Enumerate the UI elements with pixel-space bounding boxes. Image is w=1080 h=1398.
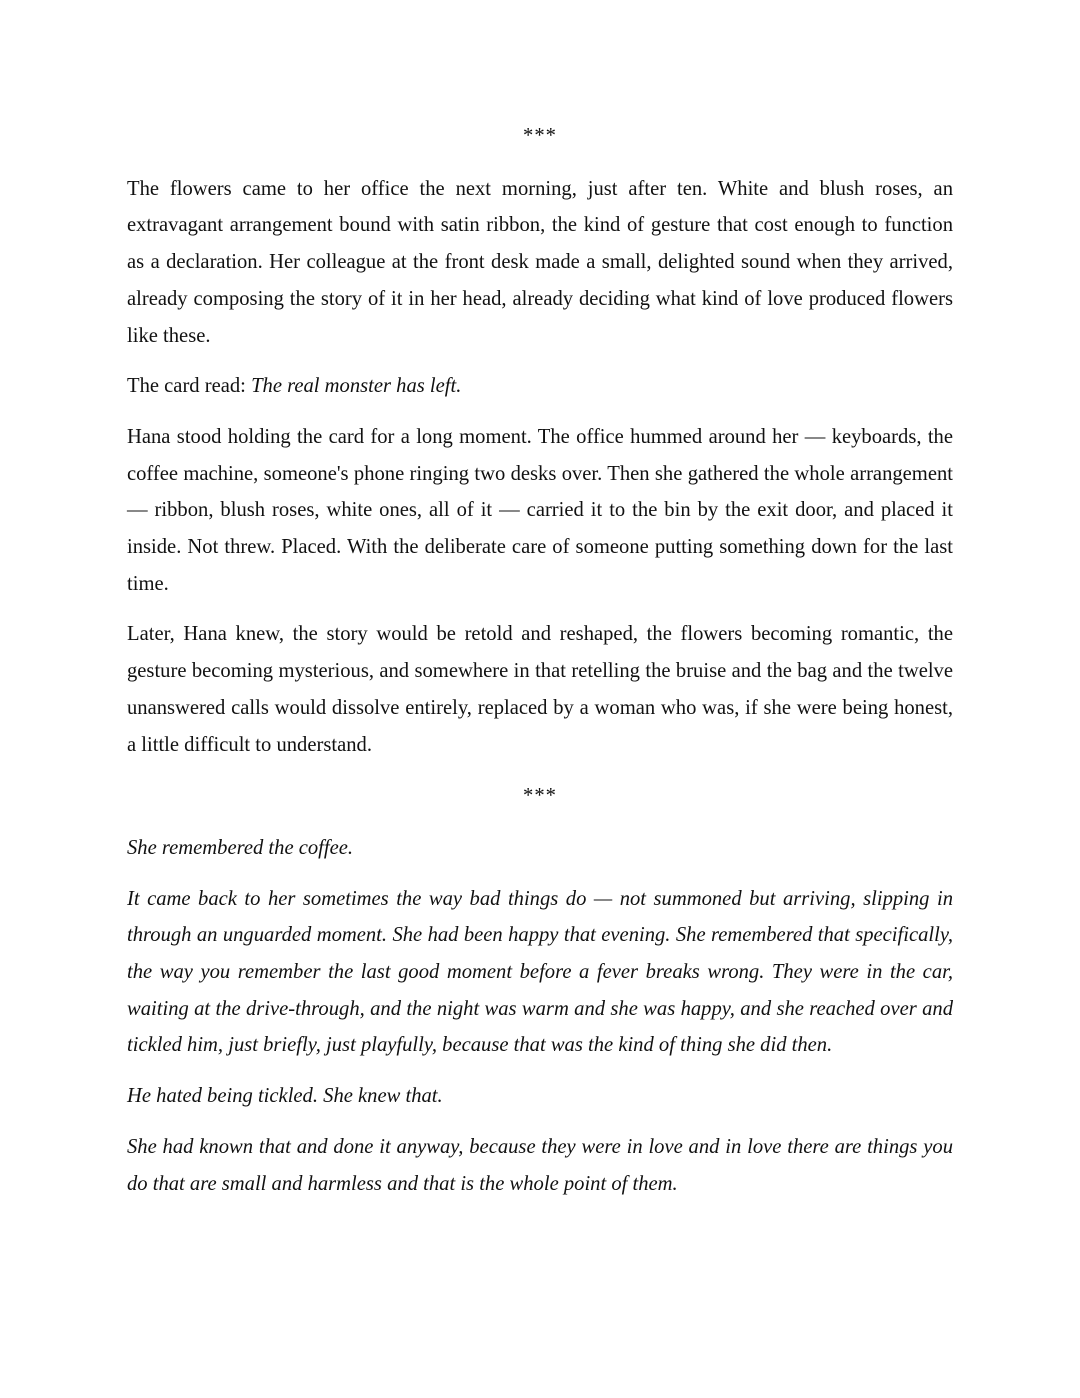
paragraph-memory: It came back to her sometimes the way bad things do — not summoned but arriving, slipping in through an unguarded moment. She had been happy that evening. She remembered that specifically, the way you remember the last good moment before a fever breaks wrong. They were in the car, waiting at the drive-through, and the night was warm and she was happy, and she reached over and tickled him, just briefly, just playfully, because that was the kind of thing she did then. — [127, 887, 953, 1057]
paragraph-card — [127, 368, 953, 405]
card-text: The real monster has left. — [251, 375, 462, 398]
scene-separator: *** — [523, 785, 557, 808]
paragraph-retold: Later, Hana knew, the story would be retold and reshaped, the flowers becoming romantic, the gesture becoming mysterious, and somewhere in that retelling the bruise and the bag and the twelve unanswered calls would dissolve entirely, replaced by a woman who was, if she were being honest, a little difficult to understand. — [127, 623, 953, 756]
card-prefix: The card read: — [127, 375, 252, 398]
paragraph-in-love: She had known that and done it anyway, because they were in love and in love there are things you do that are small and harmless and that is the whole point of them. — [127, 1135, 953, 1195]
paragraph-coffee: She remembered the coffee. — [127, 836, 354, 859]
paragraph-tickled: He hated being tickled. She knew that. — [127, 1085, 443, 1108]
document-page — [127, 118, 953, 1216]
scene-separator: *** — [523, 125, 557, 147]
paragraph-flowers: The flowers came to her office the next morning, just after ten. White and blush roses, an extravagant arrangement bound with satin ribbon, the kind of gesture that cost enough to function as a declaration. Her colleague at the front desk made a small, delighted sound when they arrived, already composing the story of it in her head, already deciding what kind of love produced flowers like these. — [127, 177, 953, 347]
paragraph-hana-card: Hana stood holding the card for a long moment. The office hummed around her — keyboards, the coffee machine, someone's phone ringing two desks over. Then she gathered the whole arrangement — ribbon, blush roses, white ones, all of it — carried it to the bin by the exit door, and placed it inside. Not threw. Placed. With the deliberate care of someone putting something down for the last time. — [127, 425, 953, 595]
